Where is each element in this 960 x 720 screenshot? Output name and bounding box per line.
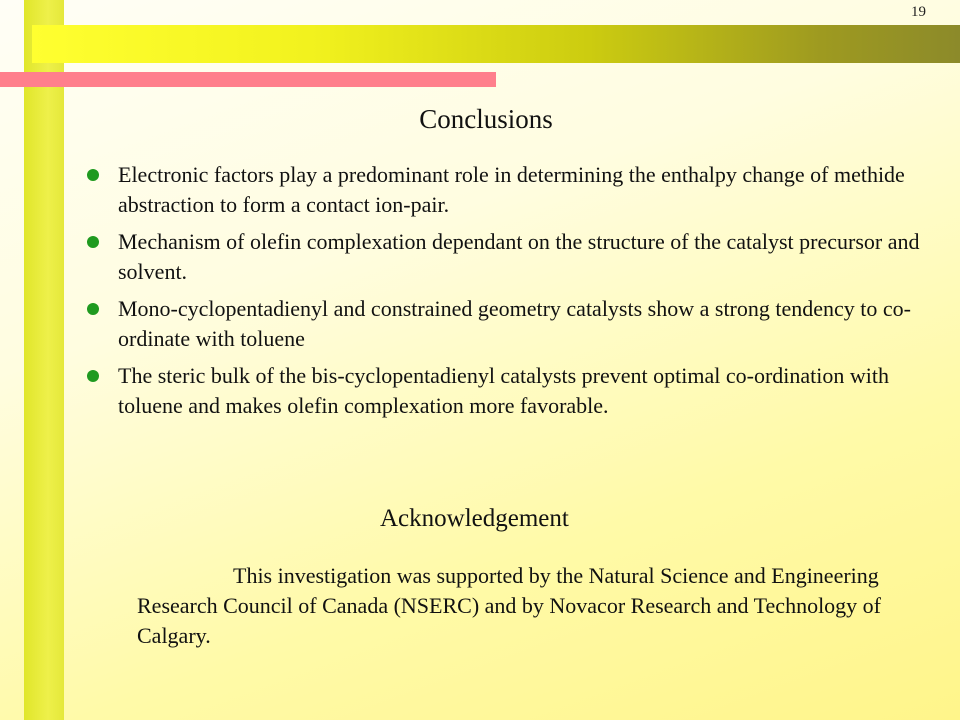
bullet-dot-icon [87,169,99,181]
acknowledgement-text: This investigation was supported by the Natural Science and Engineering Research Council of Canada (NSERC) and by Novacor Research and Technology of Calgary. [137,563,882,648]
acknowledgement-title: Acknowledgement [380,505,569,532]
bullet-text: Mono-cyclopentadienyl and constrained geometry catalysts show a strong tendency to co-ordinate with toluene [118,296,911,351]
bullet-dot-icon [87,370,99,382]
conclusions-title: Conclusions [419,104,553,134]
list-item [82,361,922,421]
bullet-text: Mechanism of olefin complexation dependant on the structure of the catalyst precursor and solvent. [118,229,920,284]
list-item [82,227,922,287]
bullet-text: The steric bulk of the bis-cyclopentadienyl catalysts prevent optimal co-ordination with toluene and makes olefin complexation more favorable. [118,363,889,418]
bullet-text: Electronic factors play a predominant role in determining the enthalpy change of methide abstraction to form a contact ion-pair. [118,162,905,217]
pink-accent-bar [0,72,496,87]
list-item [82,160,922,220]
slide-number: 19 [911,4,926,20]
bullet-dot-icon [87,303,99,315]
list-item [82,294,922,354]
top-accent-bar [32,25,960,63]
conclusions-list [82,160,922,428]
bullet-dot-icon [87,236,99,248]
